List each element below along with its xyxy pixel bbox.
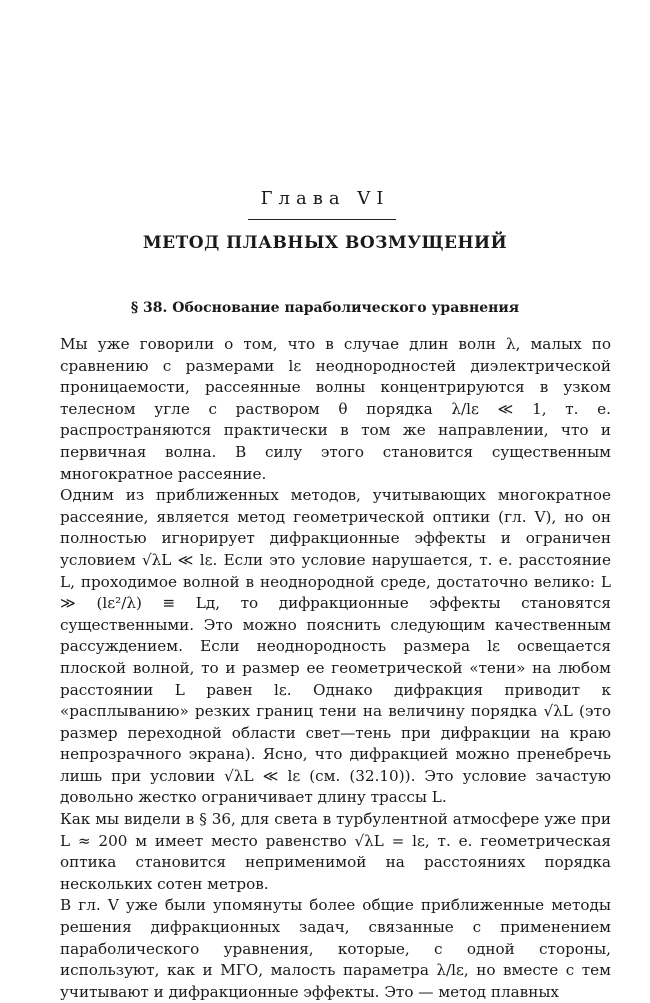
paragraph: Мы уже говорили о том, что в случае длин волн λ, малых по сравнению с размерами lε неоднородностей диэлектрической проницаемости, рассеянные волны концентрируются в узком телесном угле с раствором θ порядка λ/lε ≪ 1, т. е. распространяются практически в том же направлении, что и первичная волна. В силу этого становится существенным многократное рассеяние.	[60, 335, 611, 483]
section-heading: § 38. Обоснование параболического уравнения	[130, 300, 520, 316]
chapter-label: Глава VI	[260, 188, 390, 209]
paragraph: Одним из приближенных методов, учитывающих многократное рассеяние, является метод геометрической оптики (гл. V), но он полностью игнорирует дифракционные эффекты и ограничен условием √λL ≪ lε. Если это условие нарушается, т. е. расстояние L, проходимое волной в неоднородной среде, достаточно велико: L ≫ (lε²/λ) ≡ Lд, то дифракционные эффекты становятся существенными. Это можно пояснить следующим качественным рассуждением. Если неоднородность размера lε освещается плоской волной, то и размер ее геометрической «тени» на любом расстоянии L равен lε. Однако дифракция приводит к «расплыванию» резких границ тени на величину порядка √λL (это размер переходной области свет—тень при дифракции на краю непрозрачного экрана). Ясно, что дифракцией можно пренебречь лишь при условии √λL ≪ lε (см. (32.10)). Это условие зачастую довольно жестко ограничивает длину трассы L.	[60, 486, 611, 807]
paragraph: Как мы видели в § 36, для света в турбулентной атмосфере уже при L ≈ 200 м имеет место равенство √λL = lε, т. е. геометрическая оптика становится неприменимой на расстояниях порядка нескольких сотен метров.	[60, 810, 611, 893]
chapter-title: МЕТОД ПЛАВНЫХ ВОЗМУЩЕНИЙ	[142, 233, 508, 253]
body-text	[60, 334, 611, 1003]
paragraph: В гл. V уже были упомянуты более общие приближенные методы решения дифракционных задач, связанные с применением параболического уравнения, которые, с одной стороны, используют, как и МГО, малость параметра λ/lε, но вместе с тем учитывают и дифракционные эффекты. Это — метод плавных	[60, 896, 611, 1001]
chapter-rule	[248, 219, 396, 220]
